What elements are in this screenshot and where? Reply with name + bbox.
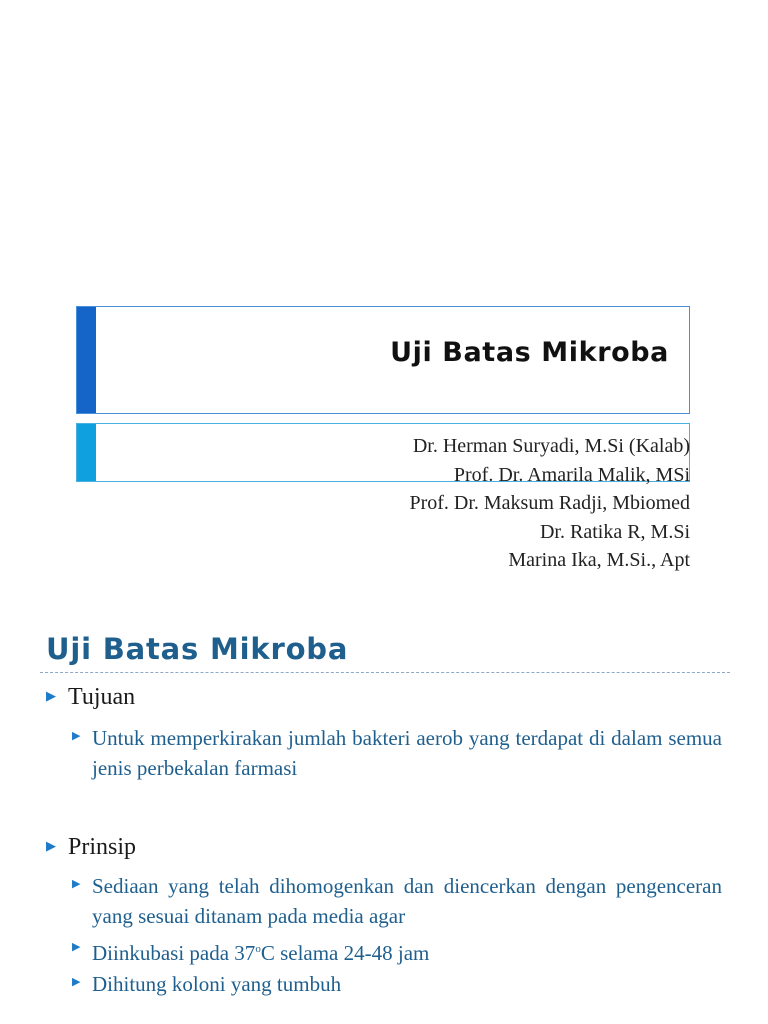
slide-title: Uji Batas Mikroba	[390, 337, 669, 368]
section-heading-label: Tujuan	[68, 684, 136, 710]
triangle-right-icon: ▶	[72, 729, 81, 742]
section-heading-prinsip	[46, 834, 136, 861]
triangle-right-icon: ▶	[72, 940, 81, 953]
list-item	[72, 934, 722, 968]
subtitle-accent-bar	[77, 424, 96, 481]
triangle-right-icon: ▶	[46, 689, 56, 704]
author-list	[409, 432, 690, 575]
triangle-right-icon: ▶	[46, 839, 56, 854]
content-slide-title: Uji Batas Mikroba	[46, 632, 349, 666]
incubation-temp: Diinkubasi pada 37	[92, 941, 256, 965]
list-item	[72, 871, 722, 931]
section-heading-label: Prinsip	[68, 834, 137, 860]
title-accent-bar	[77, 307, 96, 413]
list-item-text: Untuk memperkirakan jumlah bakteri aerob yang terdapat di dalam semua jenis perbekalan farmasi	[92, 726, 722, 780]
author-line: Prof. Dr. Amarila Malik, MSi	[453, 463, 690, 486]
list-item-text	[92, 934, 722, 968]
author-line: Dr. Herman Suryadi, M.Si (Kalab)	[412, 435, 690, 457]
title-divider	[40, 672, 730, 673]
list-item	[72, 723, 722, 783]
section-heading-tujuan	[46, 684, 135, 711]
list-item	[72, 969, 722, 999]
triangle-right-icon: ▶	[72, 975, 81, 988]
title-box	[76, 306, 690, 414]
content-slide	[0, 598, 768, 1024]
degree-superscript: o	[255, 943, 261, 955]
author-line: Prof. Dr. Maksum Radji, Mbiomed	[409, 492, 690, 514]
triangle-right-icon: ▶	[72, 877, 81, 890]
list-item-text: Sediaan yang telah dihomogenkan dan diencerkan dengan pengenceran yang sesuai ditanam pada media agar	[92, 874, 722, 928]
list-item-text: Dihitung koloni yang tumbuh	[92, 972, 342, 996]
incubation-duration: C selama 24-48 jam	[260, 941, 430, 965]
author-line: Marina Ika, M.Si., Apt	[508, 549, 690, 571]
author-line: Dr. Ratika R, M.Si	[539, 520, 690, 543]
